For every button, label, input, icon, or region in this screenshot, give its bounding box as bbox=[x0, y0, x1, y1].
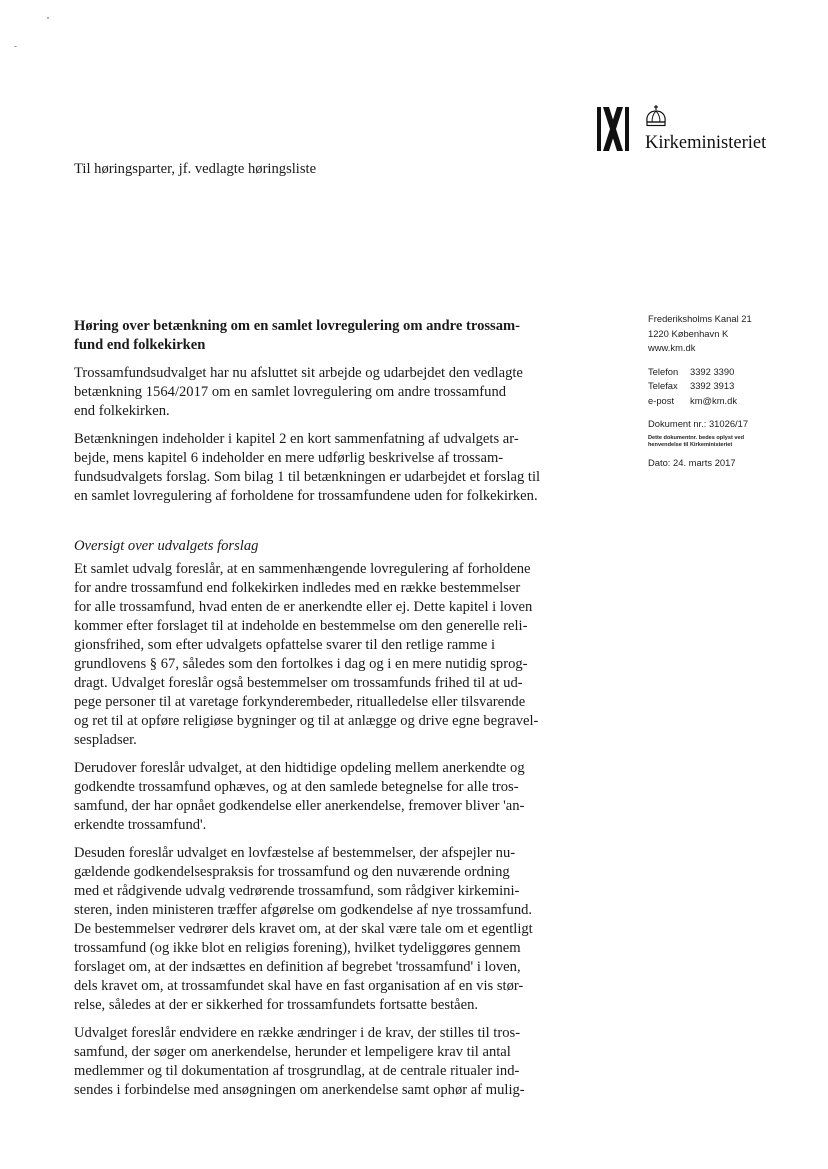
text-line: Trossamfundsudvalget har nu afsluttet sit arbejde og udarbejdet den vedlagte bbox=[74, 365, 523, 381]
text-line: fundsudvalgets forslag. Som bilag 1 til betænkningen er udarbejdet et forslag til bbox=[74, 469, 541, 485]
text-line: dragt. Udvalget foreslår også bestemmelser om trossamfunds frihed til at ud- bbox=[74, 675, 523, 691]
text-line: gældende godkendelsespraksis for trossamfund og den nuværende ordning bbox=[74, 864, 510, 880]
fax-row bbox=[648, 379, 818, 394]
document-number: Dokument nr.: 31026/17 bbox=[648, 418, 749, 429]
text-line: grundlovens § 67, således som den fortolkes i dag og i en mere nutidig sprog- bbox=[74, 656, 528, 672]
phone-value: 3392 3390 bbox=[690, 365, 735, 377]
text-line: gionsfrihed, som efter udvalgets opfattelse svarer til den retlige ramme i bbox=[74, 637, 496, 653]
text-line: pege personer til at varetage forkynderembeder, ritualledelse eller tilsvarende bbox=[74, 694, 526, 710]
text-line: for alle trossamfund, hvad enten de er anerkendte eller ej. Dette kapitel i loven bbox=[74, 599, 533, 615]
scan-speck bbox=[47, 17, 49, 19]
letter-body bbox=[74, 317, 584, 1109]
text-line: Desuden foreslår udvalget en lovfæstelse af bestemmelser, der afspejler nu- bbox=[74, 845, 516, 861]
letter-date: Dato: 24. marts 2017 bbox=[648, 456, 736, 468]
text-line: end folkekirken. bbox=[74, 403, 170, 419]
text-line: Et samlet udvalg foreslår, at en sammenhængende lovregulering af forholdene bbox=[74, 561, 531, 577]
text-line: De bestemmelser vedrører dels kravet om, at der skal være tale om et egentligt bbox=[74, 921, 533, 937]
text-line: relse, således at der er sikkerhed for trossamfundets fortsatte beståen. bbox=[74, 997, 479, 1013]
email-row bbox=[648, 394, 818, 409]
text-line: samfund, der søger om anerkendelse, herunder et lempeligere krav til antal bbox=[74, 1044, 511, 1060]
email-label: e-post bbox=[648, 394, 675, 406]
paragraph-1 bbox=[74, 364, 584, 421]
paragraph-5 bbox=[74, 844, 584, 1015]
text-line: forslaget om, at der indsættes en definition af begrebet 'trossamfund' i loven, bbox=[74, 959, 521, 975]
text-line: sendes i forbindelse med ansøgningen om anerkendelse samt ophør af mulig- bbox=[74, 1082, 525, 1098]
text-line: for andre trossamfund end folkekirken indledes med en række bestemmelser bbox=[74, 580, 521, 596]
text-line: Derudover foreslår udvalget, at den hidtidige opdeling mellem anerkendte og bbox=[74, 760, 525, 776]
title-line: fund end folkekirken bbox=[74, 337, 206, 353]
crown-icon bbox=[644, 105, 668, 127]
document-note: henvendelse til Kirkeministeriet bbox=[648, 442, 733, 448]
contact-sidebar bbox=[648, 312, 818, 470]
phone-row bbox=[648, 365, 818, 380]
text-line: erkendte trossamfund'. bbox=[74, 817, 207, 833]
ministry-name: Kirkeministeriet bbox=[645, 133, 767, 153]
text-line: betænkning 1564/2017 om en samlet lovregulering om andre trossamfund bbox=[74, 384, 507, 400]
address-line: Frederiksholms Kanal 21 bbox=[648, 313, 752, 324]
email-link[interactable]: km@km.dk bbox=[690, 394, 738, 406]
text-line: bejde, mens kapitel 6 indeholder en mere udførlig beskrivelse af trossam- bbox=[74, 450, 504, 466]
document-note: Dette dokumentnr. bedes oplyst ved bbox=[648, 434, 745, 441]
text-line: steren, inden ministeren træffer afgørelse om godkendelse af nye trossamfund. bbox=[74, 902, 533, 918]
website-link[interactable]: www.km.dk bbox=[648, 342, 696, 353]
fax-label: Telefax bbox=[648, 380, 678, 391]
ministry-logo bbox=[597, 103, 797, 163]
text-line: en samlet lovregulering af forholdene for trossamfundene uden for folkekirken. bbox=[74, 488, 538, 504]
text-line: trossamfund (og ikke blot en religiøs forening), hvilket tydeliggøres gennem bbox=[74, 940, 521, 956]
text-line: godkendte trossamfund ophæves, og at den samlede betegnelse for alle tros- bbox=[74, 779, 519, 795]
address-line: 1220 København K bbox=[648, 327, 729, 339]
paragraph-2 bbox=[74, 430, 584, 506]
text-line: Betænkningen indeholder i kapitel 2 en kort sammenfatning af udvalgets ar- bbox=[74, 431, 519, 447]
text-line: Udvalget foreslår endvidere en række ændringer i de krav, der stilles til tros- bbox=[74, 1025, 521, 1041]
paragraph-6 bbox=[74, 1024, 584, 1100]
text-line: sespladser. bbox=[74, 732, 137, 748]
paragraph-3 bbox=[74, 560, 584, 750]
text-line: med et rådgivende udvalg vedrørende trossamfund, som rådgiver kirkemini- bbox=[74, 883, 520, 899]
text-line: samfund, der har opnået godkendelse eller anerkendelse, fremover bliver 'an- bbox=[74, 798, 525, 814]
phone-label: Telefon bbox=[648, 365, 679, 377]
recipient-line: Til høringsparter, jf. vedlagte høringsliste bbox=[74, 161, 317, 177]
kirkeministeriet-logo-mark bbox=[597, 107, 629, 151]
paragraph-4 bbox=[74, 759, 584, 835]
fax-value: 3392 3913 bbox=[690, 380, 735, 391]
text-line: medlemmer og til dokumentation af trosgrundlag, at de centrale ritualer ind- bbox=[74, 1063, 520, 1079]
letter-title bbox=[74, 317, 584, 355]
text-line: og ret til at opføre religiøse bygninger og til at anlægge og drive egne begravel- bbox=[74, 713, 539, 729]
text-line: dels kravet om, at trossamfundet skal have en fast organisation af en vis stør- bbox=[74, 978, 524, 994]
section-heading: Oversigt over udvalgets forslag bbox=[74, 538, 259, 554]
scan-speck bbox=[14, 46, 17, 47]
title-line: Høring over betænkning om en samlet lovregulering om andre trossam- bbox=[74, 318, 521, 334]
text-line: kommer efter forslaget til at indeholde en bestemmelse om den generelle reli- bbox=[74, 618, 528, 634]
